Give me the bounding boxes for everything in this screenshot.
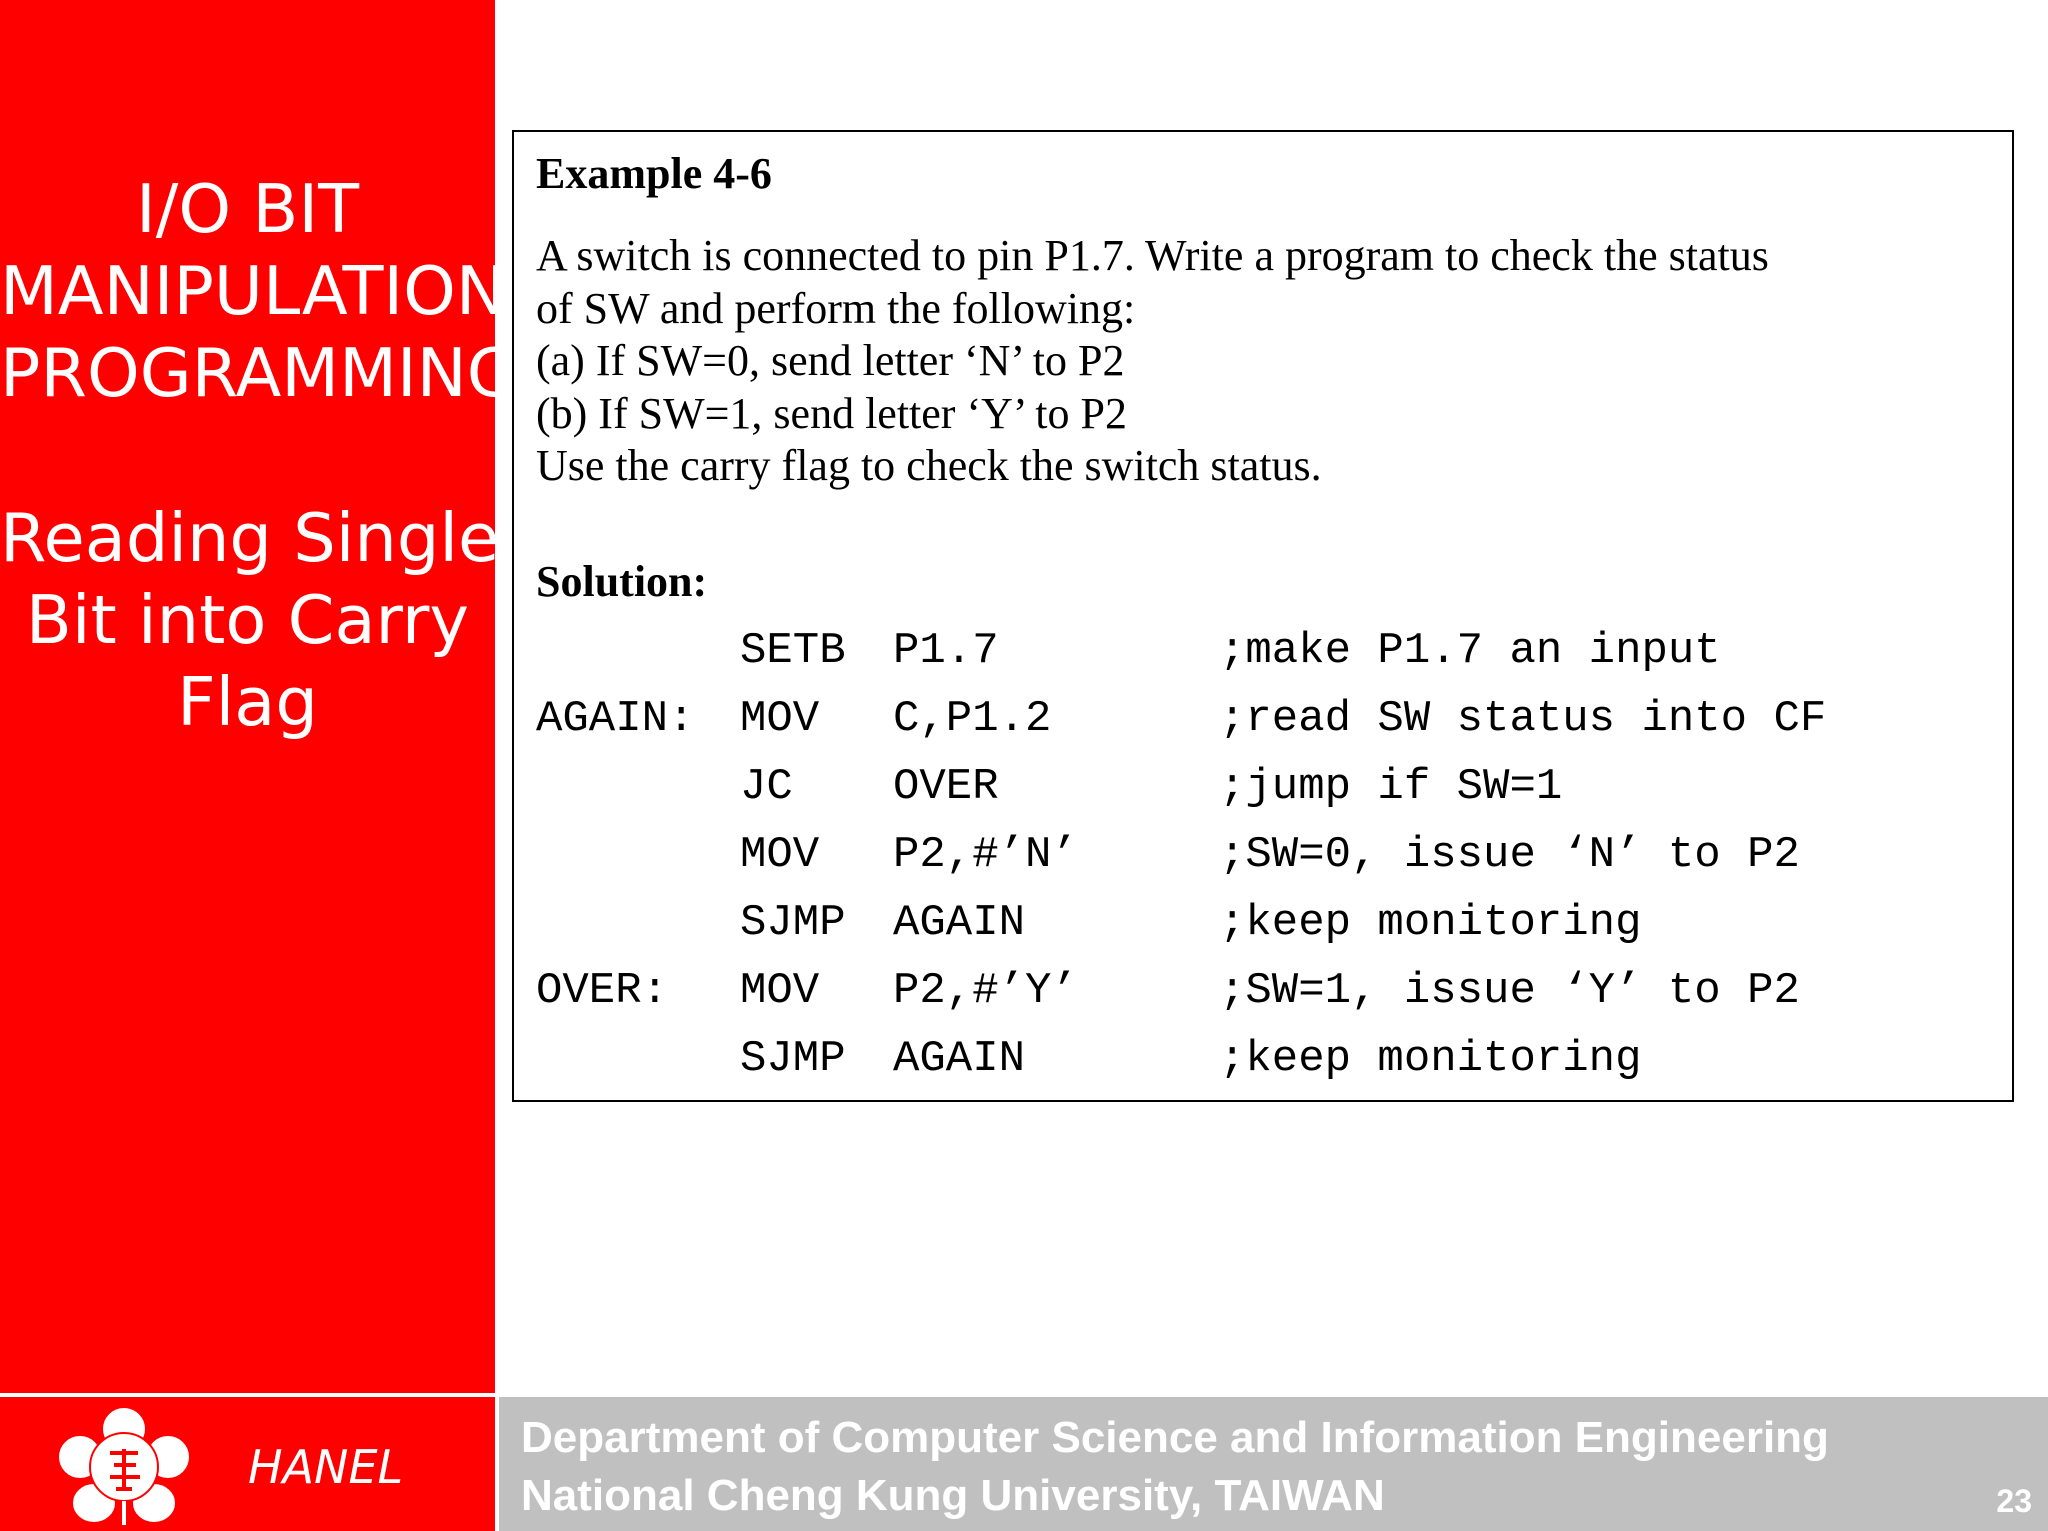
code-operand: P2,#’N’ (893, 830, 1078, 880)
ncku-logo-icon (58, 1405, 190, 1527)
code-opcode: SETB (740, 626, 846, 676)
section-subtitle-line: Reading Single (0, 499, 500, 577)
example-box (512, 130, 2014, 1102)
problem-line: (b) If SW=1, send letter ‘Y’ to P2 (536, 388, 1127, 438)
code-line (536, 617, 1976, 685)
department-name: Department of Computer Science and Information Engineering (521, 1413, 1829, 1462)
code-line (536, 957, 1976, 1025)
code-comment: ;jump if SW=1 (1219, 762, 1563, 812)
footer-bar (499, 1397, 2048, 1531)
code-comment: ;SW=0, issue ‘N’ to P2 (1219, 830, 1800, 880)
section-subtitle-line: Flag (177, 663, 318, 741)
section-subtitle-line: Bit into Carry (25, 581, 470, 659)
problem-line: Use the carry flag to check the switch status. (536, 441, 1322, 490)
sidebar-panel (0, 0, 519, 1393)
code-line (536, 685, 1976, 753)
code-line (536, 821, 1976, 889)
code-comment: ;read SW status into CF (1219, 694, 1827, 744)
section-title (0, 168, 519, 414)
problem-line: (a) If SW=0, send letter ‘N’ to P2 (536, 336, 1125, 385)
code-opcode: SJMP (740, 1034, 846, 1084)
solution-title: Solution: (536, 557, 708, 606)
example-title: Example 4-6 (536, 149, 772, 198)
code-opcode: JC (740, 762, 793, 812)
code-label: AGAIN: (536, 694, 695, 744)
problem-statement (536, 230, 1769, 493)
section-subtitle (0, 497, 500, 743)
code-opcode: MOV (740, 966, 820, 1016)
problem-line: A switch is connected to pin P1.7. Write a program to check the status (536, 231, 1769, 280)
problem-line: of SW and perform the following: (536, 283, 1136, 333)
author-name: HANEL (248, 1440, 404, 1494)
code-line (536, 889, 1976, 957)
code-opcode: MOV (740, 694, 820, 744)
code-opcode: MOV (740, 830, 820, 880)
code-label: OVER: (536, 966, 669, 1016)
code-operand: P2,#’Y’ (893, 966, 1078, 1016)
author-panel (0, 1397, 495, 1531)
code-comment: ;SW=1, issue ‘Y’ to P2 (1219, 966, 1800, 1016)
code-operand: AGAIN (893, 1034, 1026, 1084)
code-operand: OVER (893, 762, 999, 812)
code-line (536, 753, 1976, 821)
university-name: National Cheng Kung University, TAIWAN (521, 1471, 1385, 1520)
section-title-line: PROGRAMMING (0, 334, 519, 412)
section-title-line: MANIPULATION (0, 252, 507, 330)
page-number: 23 (1996, 1483, 2032, 1519)
code-comment: ;keep monitoring (1219, 1034, 1642, 1084)
code-operand: C,P1.2 (893, 694, 1052, 744)
code-comment: ;keep monitoring (1219, 898, 1642, 948)
code-operand: AGAIN (893, 898, 1026, 948)
code-listing (536, 617, 1976, 1093)
code-opcode: SJMP (740, 898, 846, 948)
code-operand: P1.7 (893, 626, 999, 676)
code-comment: ;make P1.7 an input (1219, 626, 1721, 676)
code-line (536, 1025, 1976, 1093)
section-title-line: I/O BIT (135, 170, 360, 248)
